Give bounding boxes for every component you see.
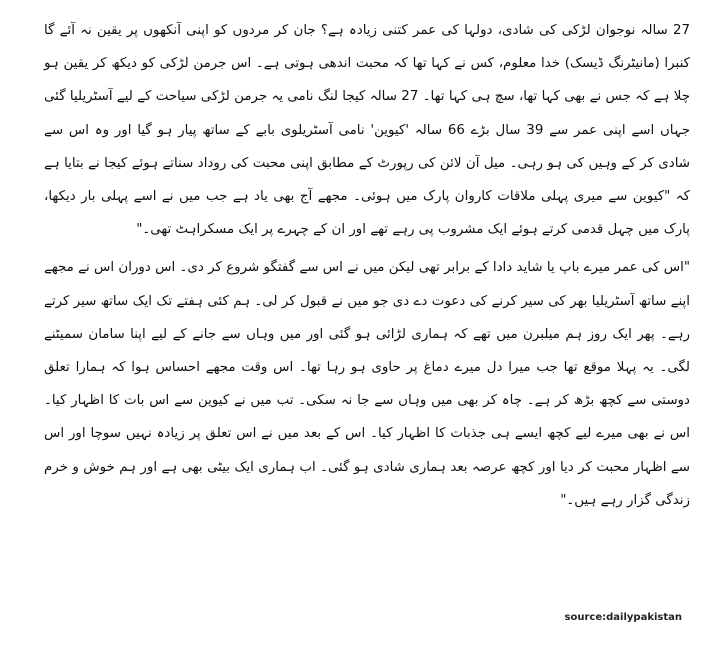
source-credit: source:dailypakistan [564, 612, 682, 623]
article-paragraph-1: 27 سالہ نوجوان لڑکی کی شادی، دولہا کی عمر کتنی زیادہ ہے؟ جان کر مردوں کو اپنی آنکھوں پر یقین نہ آئے گا کنبرا (مانیٹرنگ ڈیسک) خدا معلوم، کس نے کہا تھا کہ محبت اندھی ہوتی ہے۔ اس جرمن لڑکی کو دیکھ کر یقین ہو چلا ہے کہ جس نے بھی کہا تھا، سچ ہی کہا تھا۔ 27 سالہ کیجا لنگ نامی یہ جرمن لڑکی سیاحت کے لیے آسٹریلیا گئی جہاں اسے اپنی عمر سے 39 سال بڑے 66 سالہ 'کیوین' نامی آسٹریلوی بابے کے ساتھ پیار ہو گیا اور وہ اس سے شادی کر کے وہیں کی ہو رہی۔ میل آن لائن کی رپورٹ کے مطابق اپنی محبت کی روداد سناتے ہوئے کیجا نے بتایا ہے کہ "کیوین سے میری پہلی ملاقات کاروان پارک میں ہوئی۔ مجھے آج بھی یاد ہے جب میں نے اسے پہلی بار دیکھا، پارک میں چہل قدمی کرتے ہوئے ایک مشروب پی رہے تھے اور ان کے چہرے پر ایک مسکراہٹ تھی۔" [44, 23, 690, 238]
article-paragraph-2: "اس کی عمر میرے باپ یا شاید دادا کے برابر تھی لیکن میں نے اس سے گفتگو شروع کر دی۔ اس دوران اس نے مجھے اپنے ساتھ آسٹریلیا بھر کی سیر کرنے کی دعوت دے دی جو میں نے قبول کر لی۔ ہم کئی ہفتے تک ایک ساتھ سیر کرتے رہے۔ پھر ایک روز ہم میلبرن میں تھے کہ ہماری لڑائی ہو گئی اور میں وہاں سے جانے کے لیے اپنا سامان سمیٹنے لگی۔ یہ پہلا موقع تھا جب میرا دل میرے دماغ پر حاوی ہو رہا تھا۔ اس وقت مجھے احساس ہوا کہ ہمارا تعلق دوستی سے کچھ بڑھ کر ہے۔ چاہ کر بھی میں وہاں سے جا نہ سکی۔ تب میں نے کیوین سے اس بات کا اظہار کیا۔ اس نے بھی میرے لیے کچھ ایسے ہی جذبات کا اظہار کیا۔ اس کے بعد میں نے اس تعلق پر زیادہ نہیں سوچا اور اس سے اظہار محبت کر دیا اور کچھ عرصہ بعد ہماری شادی ہو گئی۔ اب ہماری ایک بیٹی بھی ہے اور ہم خوش و خرم زندگی گزار رہے ہیں۔" [44, 260, 690, 508]
article-body [44, 14, 690, 517]
